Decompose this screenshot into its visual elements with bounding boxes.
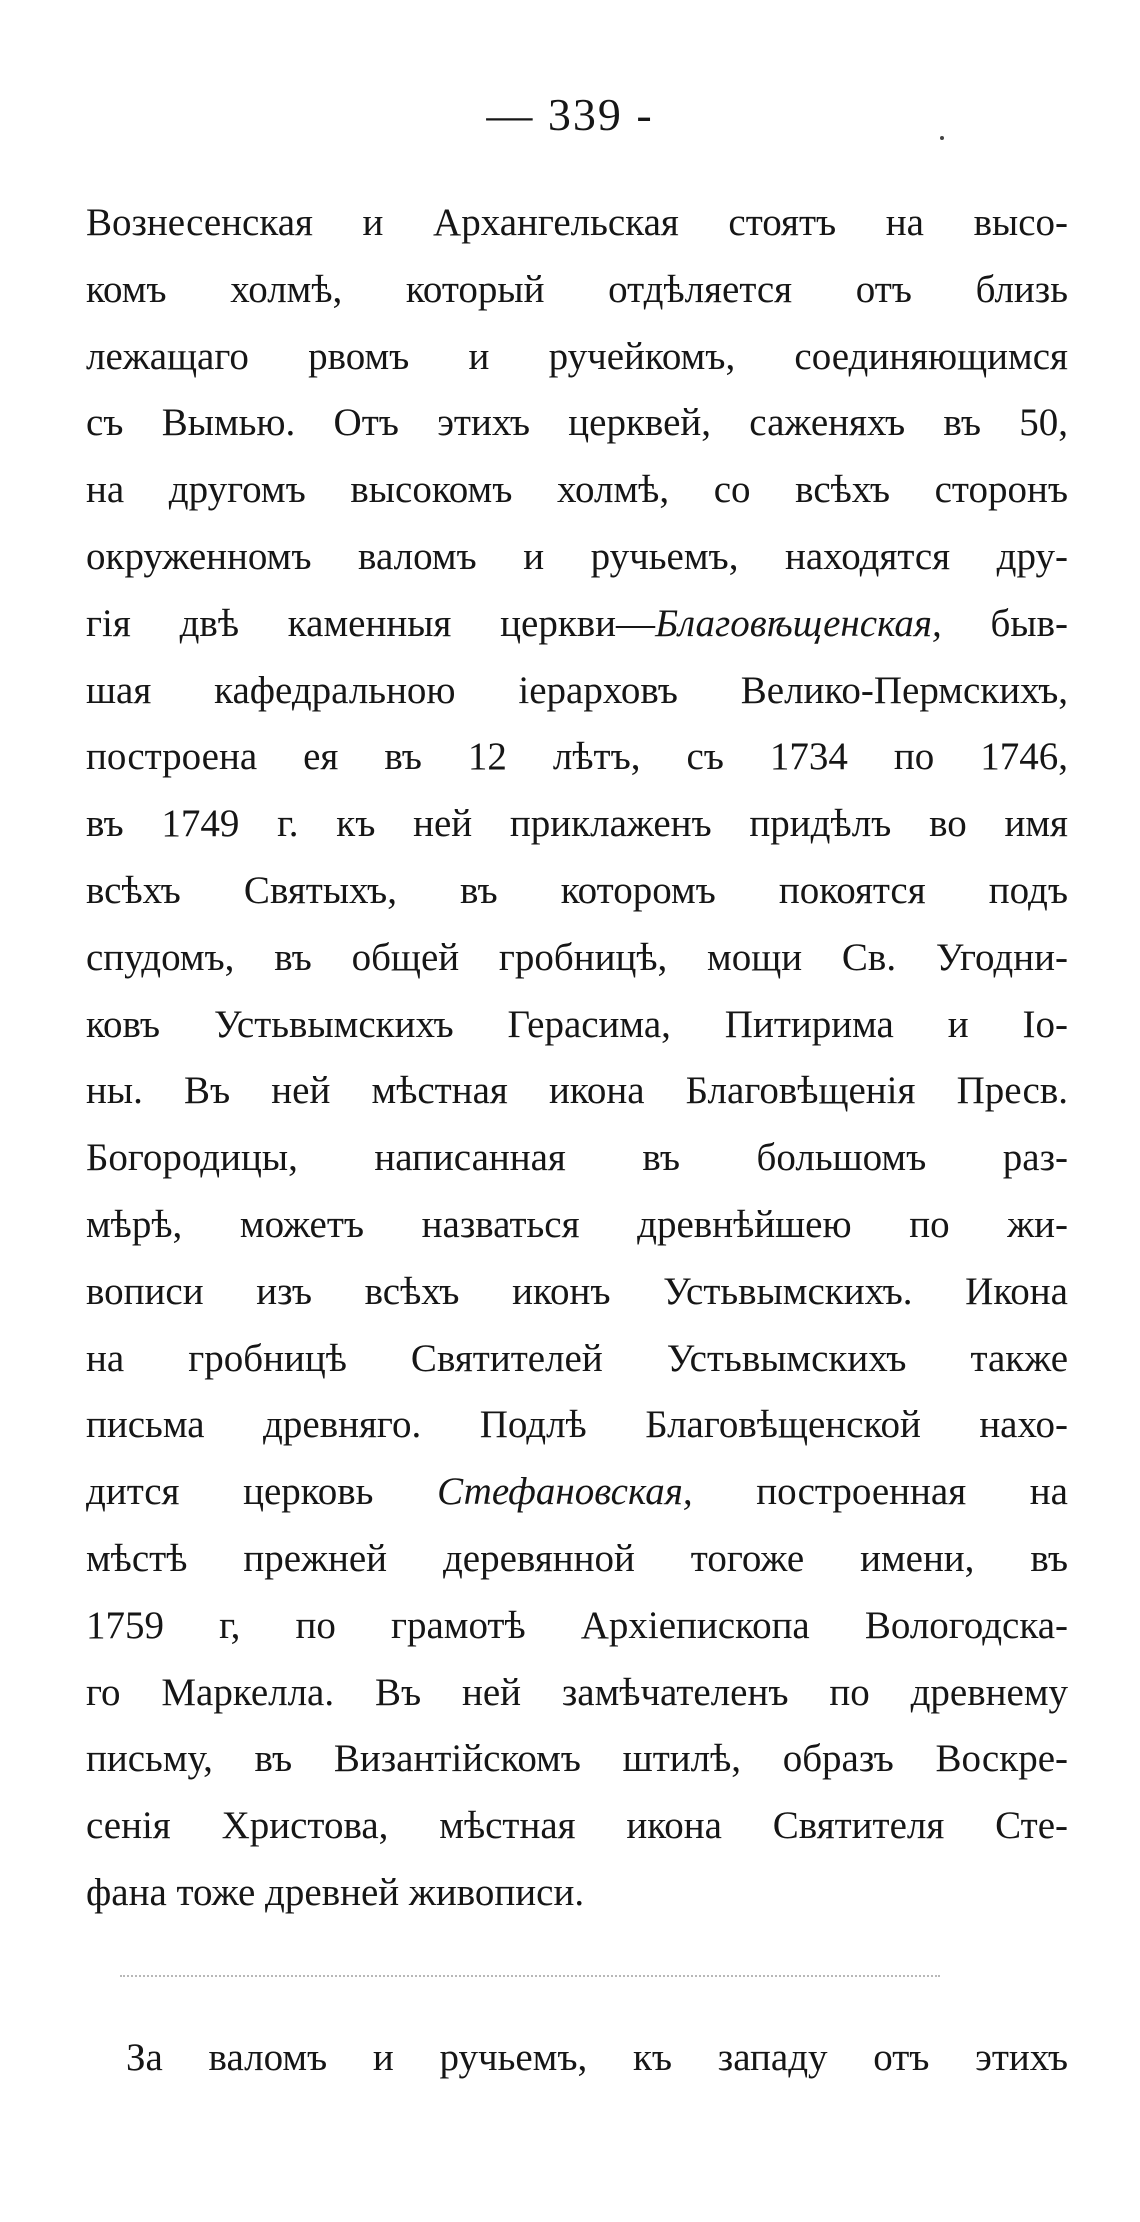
paragraph-1 bbox=[86, 190, 1068, 1927]
text-line: го Маркелла. Въ ней замѣчателенъ по древнему bbox=[86, 1670, 1068, 1714]
text-line: письма древняго. Подлѣ Благовѣщенской нахо- bbox=[86, 1403, 1068, 1447]
ink-speck bbox=[940, 136, 944, 140]
text-line: спудомъ, въ общей гробницѣ, мощи Св. Угодни- bbox=[86, 935, 1068, 979]
text-line: 1759 г, по грамотѣ Архіепископа Вологодска- bbox=[86, 1603, 1068, 1647]
text-line: лежащаго рвомъ и ручейкомъ, соединяющимся bbox=[86, 334, 1068, 378]
text-line bbox=[86, 591, 1068, 658]
text-line: вописи изъ всѣхъ иконъ Устьвымскихъ. Икона bbox=[86, 1269, 1068, 1313]
text-line: фана тоже древней живописи. bbox=[86, 1870, 585, 1914]
text-line: мѣрѣ, можетъ назваться древнѣйшею по жи- bbox=[86, 1202, 1068, 1246]
text-line: ны. Въ ней мѣстная икона Благовѣщенія Пресв. bbox=[86, 1069, 1068, 1113]
text-line: Вознесенская и Архангельская стоятъ на высо- bbox=[86, 201, 1068, 244]
text-segment: гія двѣ каменныя церкви— bbox=[86, 601, 656, 645]
text-line: комъ холмѣ, который отдѣляется отъ близь bbox=[86, 267, 1068, 311]
text-segment: построенная на bbox=[692, 1470, 1068, 1514]
italic-church-name: Благовѣщенская, bbox=[655, 601, 942, 645]
text-line: на другомъ высокомъ холмѣ, со всѣхъ сторонъ bbox=[86, 468, 1068, 512]
text-line: шая кафедральною іерарховъ Велико-Пермскихъ, bbox=[86, 668, 1068, 712]
text-line: письму, въ Византійскомъ штилѣ, образъ Воскре- bbox=[86, 1737, 1068, 1781]
italic-church-name: Стефановская, bbox=[437, 1470, 693, 1514]
text-line: Богородицы, написанная въ большомъ раз- bbox=[86, 1136, 1068, 1180]
text-line: сенія Христова, мѣстная икона Святителя Сте- bbox=[86, 1804, 1068, 1848]
section-separator bbox=[120, 1975, 940, 1977]
page-number: — 339 - bbox=[486, 89, 654, 140]
text-line: мѣстѣ прежней деревянной тогоже имени, въ bbox=[86, 1536, 1068, 1580]
text-line bbox=[86, 1459, 1068, 1526]
text-line: всѣхъ Святыхъ, въ которомъ покоятся подъ bbox=[86, 868, 1068, 912]
text-line: въ 1749 г. къ ней приклаженъ придѣлъ во имя bbox=[86, 802, 1068, 846]
text-line: окруженномъ валомъ и ручьемъ, находятся дру- bbox=[86, 534, 1068, 578]
text-segment: дится церковь bbox=[86, 1470, 438, 1514]
text-segment: быв- bbox=[941, 601, 1068, 645]
paragraph-2-first-line: За валомъ и ручьемъ, къ западу отъ этихъ bbox=[126, 2036, 1068, 2079]
text-line: съ Вымью. Отъ этихъ церквей, саженяхъ въ 50, bbox=[86, 401, 1068, 445]
text-line: ковъ Устьвымскихъ Герасима, Питирима и Іо- bbox=[86, 1002, 1068, 1046]
text-line: построена ея въ 12 лѣтъ, съ 1734 по 1746, bbox=[86, 735, 1068, 779]
text-line: на гробницѣ Святителей Устьвымскихъ также bbox=[86, 1336, 1068, 1380]
